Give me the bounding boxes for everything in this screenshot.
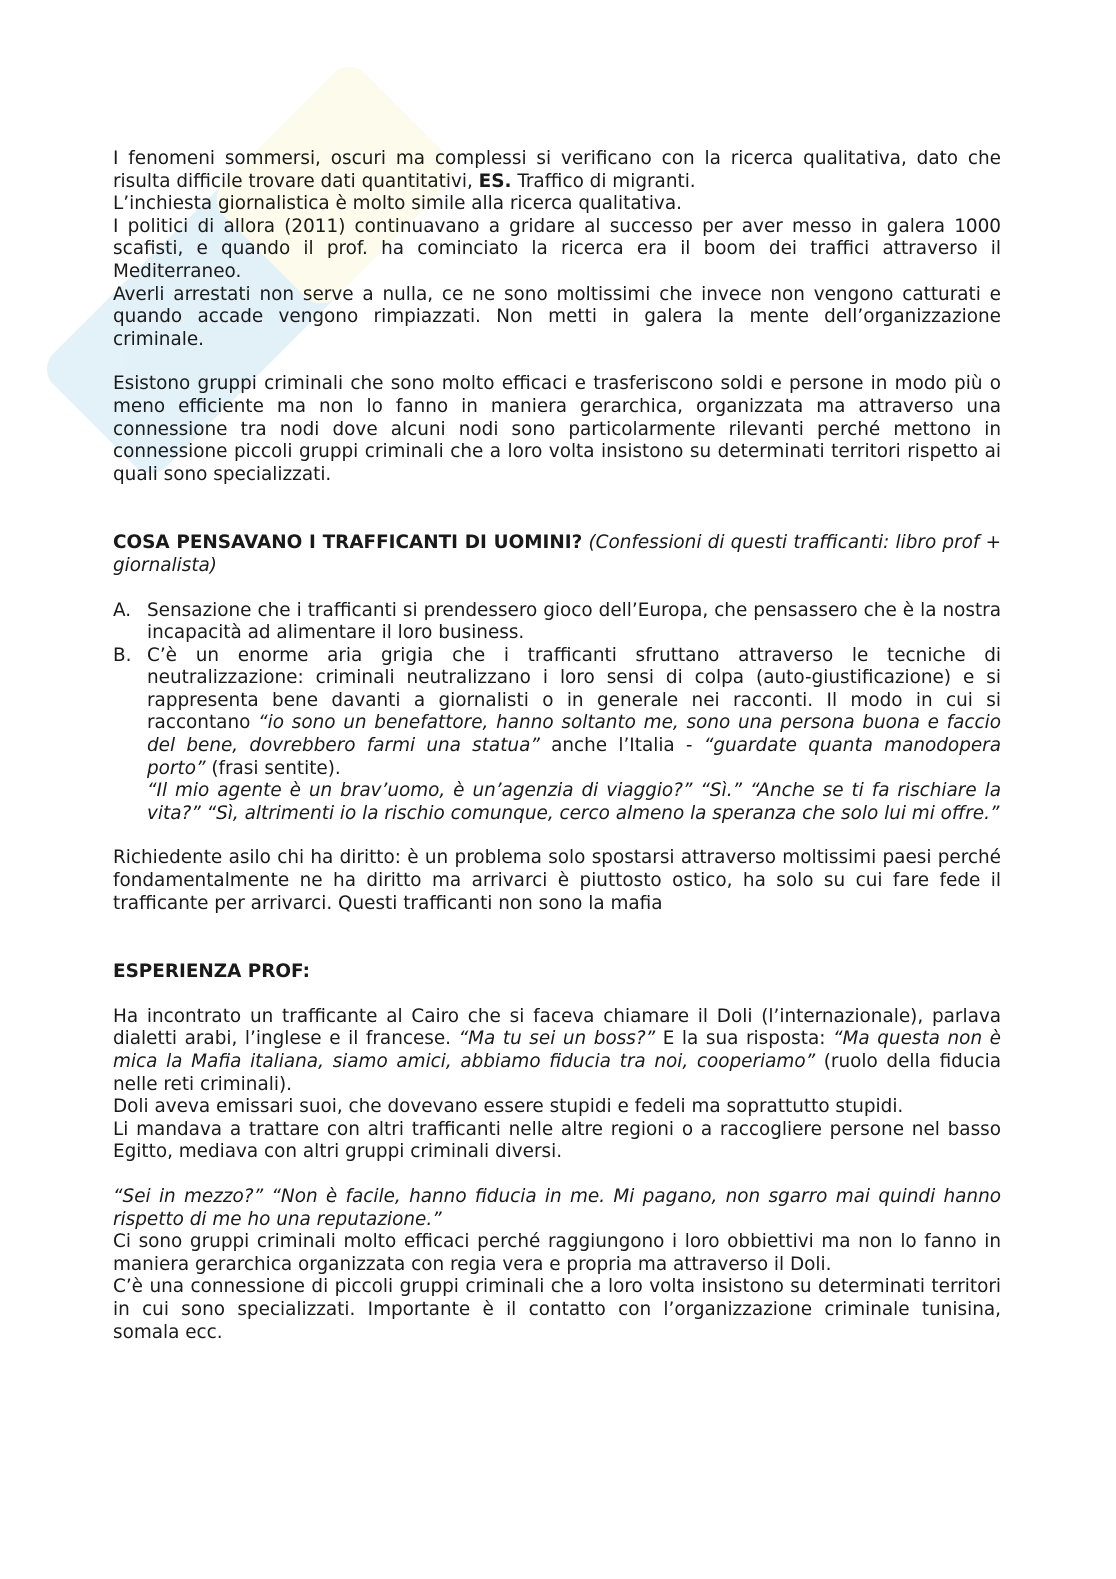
paragraph-mandava: Li mandava a trattare con altri trafficanti nelle altre regioni o a raccogliere persone nel basso Egitto, mediava con altri gruppi criminali diversi. — [113, 1118, 1001, 1163]
paragraph-politici: I politici di allora (2011) continuavano a gridare al successo per aver messo in galera 1000 scafisti, e quando il prof. ha cominciato la ricerca era il boom dei traffici attraverso il Mediterraneo. — [113, 215, 1001, 282]
paragraph-emissari: Doli aveva emissari suoi, che dovevano essere stupidi e fedeli ma soprattutto stupidi. — [113, 1096, 904, 1118]
paragraph-efficaci: Ci sono gruppi criminali molto efficaci perché raggiungono i loro obbiettivi ma non lo fanno in maniera gerarchica organizzata con regia vera e propria ma attraverso il Doli. — [113, 1231, 1001, 1275]
paragraph-cairo: Ha incontrato un trafficante al Cairo che si faceva chiamare il Doli (l’internazionale), parlava dialetti arabi, l’inglese e il francese. “Ma tu sei un boss?” E la sua risposta: “Ma questa non è mica la Mafia italiana, siamo amici, abbiamo fiducia tra noi, cooperiamo” (ruolo della fiducia nelle reti criminali). — [113, 1005, 1001, 1095]
quote-in-mezzo: “Sei in mezzo?” “Non è facile, hanno fiducia in me. Mi pagano, non sgarro mai quindi hanno rispetto di me ho una reputazione.” — [113, 1185, 1001, 1230]
list-item-a: A. Sensazione che i trafficanti si prendessero gioco dell’Europa, che pensassero che è la nostra incapacità ad alimentare il loro business. — [113, 599, 1001, 644]
paragraph-gruppi: Esistono gruppi criminali che sono molto efficaci e trasferiscono soldi e persone in modo più o meno efficiente ma non lo fanno in maniera gerarchica, organizzata ma attraverso una connessione tra nodi dove alcuni nodi sono particolarmente rilevanti perché mettono in connessione piccoli gruppi criminali che a loro volta insistono su determinati territori rispetto ai quali sono specializzati. — [113, 373, 1001, 485]
ordered-list — [113, 600, 1001, 826]
section-heading-esperienza: ESPERIENZA PROF: — [113, 961, 310, 983]
paragraph-arresti: Averli arrestati non serve a nulla, ce ne sono moltissimi che invece non vengono catturati e quando accade vengono rimpiazzati. Non metti in galera la mente dell’organizzazione criminale. — [113, 283, 1001, 350]
paragraph-intro: I fenomeni sommersi, oscuri ma complessi si verificano con la ricerca qualitativa, dato che risulta difficile trovare dati quantitativi, ES. Traffico di migranti. — [113, 148, 1001, 192]
section-heading-trafficanti: COSA PENSAVANO I TRAFFICANTI DI UOMINI? (Confessioni di questi trafficanti: libro prof + giornalista) — [113, 532, 1001, 576]
paragraph-richiedente: Richiedente asilo chi ha diritto: è un problema solo spostarsi attraverso moltissimi paesi perché fondamentalmente ne ha diritto ma arrivarci è piuttosto ostico, ha solo su cui fare fede il trafficante per arrivarci. Questi trafficanti non sono la mafia — [113, 847, 1001, 914]
paragraph-connessione: C’è una connessione di piccoli gruppi criminali che a loro volta insistono su determinati territori in cui sono specializzati. Importante è il contatto con l’organizzazione criminale tunisina, somala ecc. — [113, 1276, 1001, 1343]
list-marker: A. — [113, 599, 132, 621]
quote-dialogue: “Il mio agente è un brav’uomo, è un’agenzia di viaggio?” “Sì.” “Anche se ti fa rischiare la vita?” “Sì, altrimenti io la rischio comunque, cerco almeno la speranza che solo lui mi offre.” — [147, 780, 1001, 824]
paragraph-inchiesta: L’inchiesta giornalistica è molto simile alla ricerca qualitativa. — [113, 193, 682, 215]
list-item-b: B. C’è un enorme aria grigia che i trafficanti sfruttano attraverso le tecniche di neutralizzazione: criminali neutralizzano i loro sensi di colpa (auto-giustificazione) e si rappresenta bene davanti a giornalisti o in generale nei racconti. Il modo in cui si raccontano “io sono un benefattore, hanno soltanto me, sono una persona buona e faccio del bene, dovrebbero farmi una statua” anche l’Italia - “guardate quanta manodopera porto” (frasi sentite). “Il mio agente è un brav’uomo, è un’agenzia di viaggio?” “Sì.” “Anche se ti fa rischiare la vita?” “Sì, altrimenti io la rischio comunque, cerco almeno la speranza che solo lui mi offre.” — [113, 644, 1002, 824]
example-label: ES. — [478, 170, 512, 192]
list-marker: B. — [113, 644, 132, 666]
document-page — [113, 148, 1001, 1344]
